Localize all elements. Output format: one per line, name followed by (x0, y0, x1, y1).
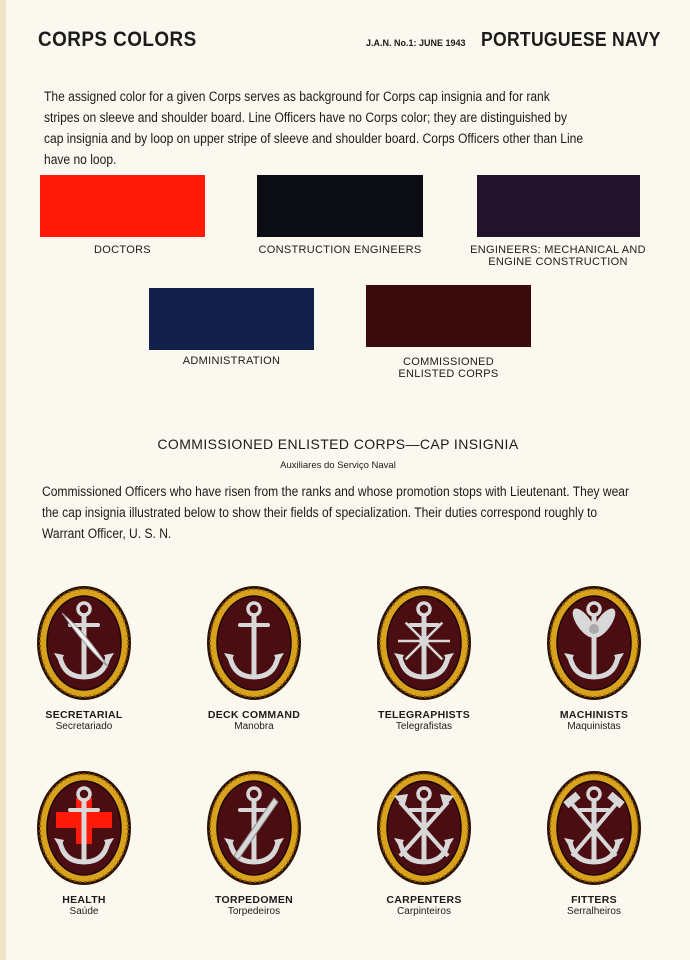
insignia-secretarial (14, 583, 154, 733)
insignia-portuguese: Manobra (234, 721, 274, 732)
swatch-engineers-mechanical (477, 175, 640, 237)
label-line: COMMISSIONED (403, 356, 494, 368)
insignia-deck-command (184, 583, 324, 733)
intro-paragraph: The assigned color for a given Corps serves as background for Corps cap insignia and for rank stripes on sleeve and shoulder board. Line Officers have no Corps color; they are distinguished by cap insignia and by loop on upper stripe of sleeve and shoulder board. Corps Officers other than Line have no loop. (44, 89, 584, 167)
swatch-doctors (40, 175, 205, 237)
swatch-commissioned-enlisted (366, 285, 531, 347)
anchor-icon (204, 583, 304, 703)
label-line: ENLISTED CORPS (398, 368, 499, 380)
swatch-construction-engineers (257, 175, 423, 237)
anchor-axes-icon (374, 768, 474, 888)
anchor-hammers-icon (544, 768, 644, 888)
propeller-hub (589, 624, 599, 634)
insignia-portuguese: Secretariado (55, 721, 113, 732)
label-line: ENGINE CONSTRUCTION (488, 256, 628, 268)
section-title: COMMISSIONED ENLISTED CORPS—CAP INSIGNIA (157, 436, 519, 452)
insignia-machinists (524, 583, 664, 733)
insignia-name: HEALTH (62, 894, 106, 906)
section-subtitle: Auxiliares do Serviço Naval (280, 460, 396, 471)
anchor-quill-icon (34, 583, 134, 703)
insignia-name: FITTERS (571, 894, 617, 906)
swatch-label-commissioned-enlisted (356, 356, 541, 380)
insignia-health (14, 768, 154, 918)
insignia-portuguese: Maquinistas (567, 721, 621, 732)
insignia-portuguese: Carpinteiros (397, 906, 451, 917)
page-title: CORPS COLORS (38, 28, 197, 51)
section-paragraph: Commissioned Officers who have risen from the ranks and whose promotion stops with Lieutenant. They wear the cap insignia illustrated below to show their fields of specialization. Their duties correspond roughly to Warrant Officer, U. S. N. (42, 484, 630, 541)
anchor-lightning-icon (374, 583, 474, 703)
insignia-name: SECRETARIAL (45, 709, 123, 721)
insignia-fitters (524, 768, 664, 918)
insignia-name: TORPEDOMEN (214, 894, 294, 906)
document-reference: J.A.N. No.1: JUNE 1943 (366, 38, 466, 48)
insignia-name: MACHINISTS (559, 709, 629, 721)
anchor-propeller-icon (544, 583, 644, 703)
insignia-name: DECK COMMAND (207, 709, 301, 721)
swatch-label-engineers-mechanical (468, 244, 648, 268)
anchor-red-cross-icon (34, 768, 134, 888)
insignia-torpedomen (184, 768, 324, 918)
insignia-telegraphists (354, 583, 494, 733)
insignia-name: CARPENTERS (386, 894, 462, 906)
insignia-portuguese: Saúde (69, 906, 99, 917)
swatch-label-construction-engineers: CONSTRUCTION ENGINEERS (258, 244, 422, 256)
swatch-label-administration: ADMINISTRATION (182, 355, 281, 367)
page-edge (0, 0, 6, 960)
swatch-label-doctors: DOCTORS (94, 244, 151, 256)
label-line: ENGINEERS: MECHANICAL AND (470, 244, 646, 256)
lightning-center (419, 636, 429, 646)
insignia-carpenters (354, 768, 494, 918)
anchor-torpedo-icon (204, 768, 304, 888)
insignia-name: TELEGRAPHISTS (378, 709, 470, 721)
insignia-portuguese: Serralheiros (567, 906, 621, 917)
insignia-portuguese: Telegrafistas (395, 721, 453, 732)
insignia-portuguese: Torpedeiros (227, 906, 281, 917)
swatch-administration (149, 288, 314, 350)
navy-title: PORTUGUESE NAVY (481, 29, 661, 51)
